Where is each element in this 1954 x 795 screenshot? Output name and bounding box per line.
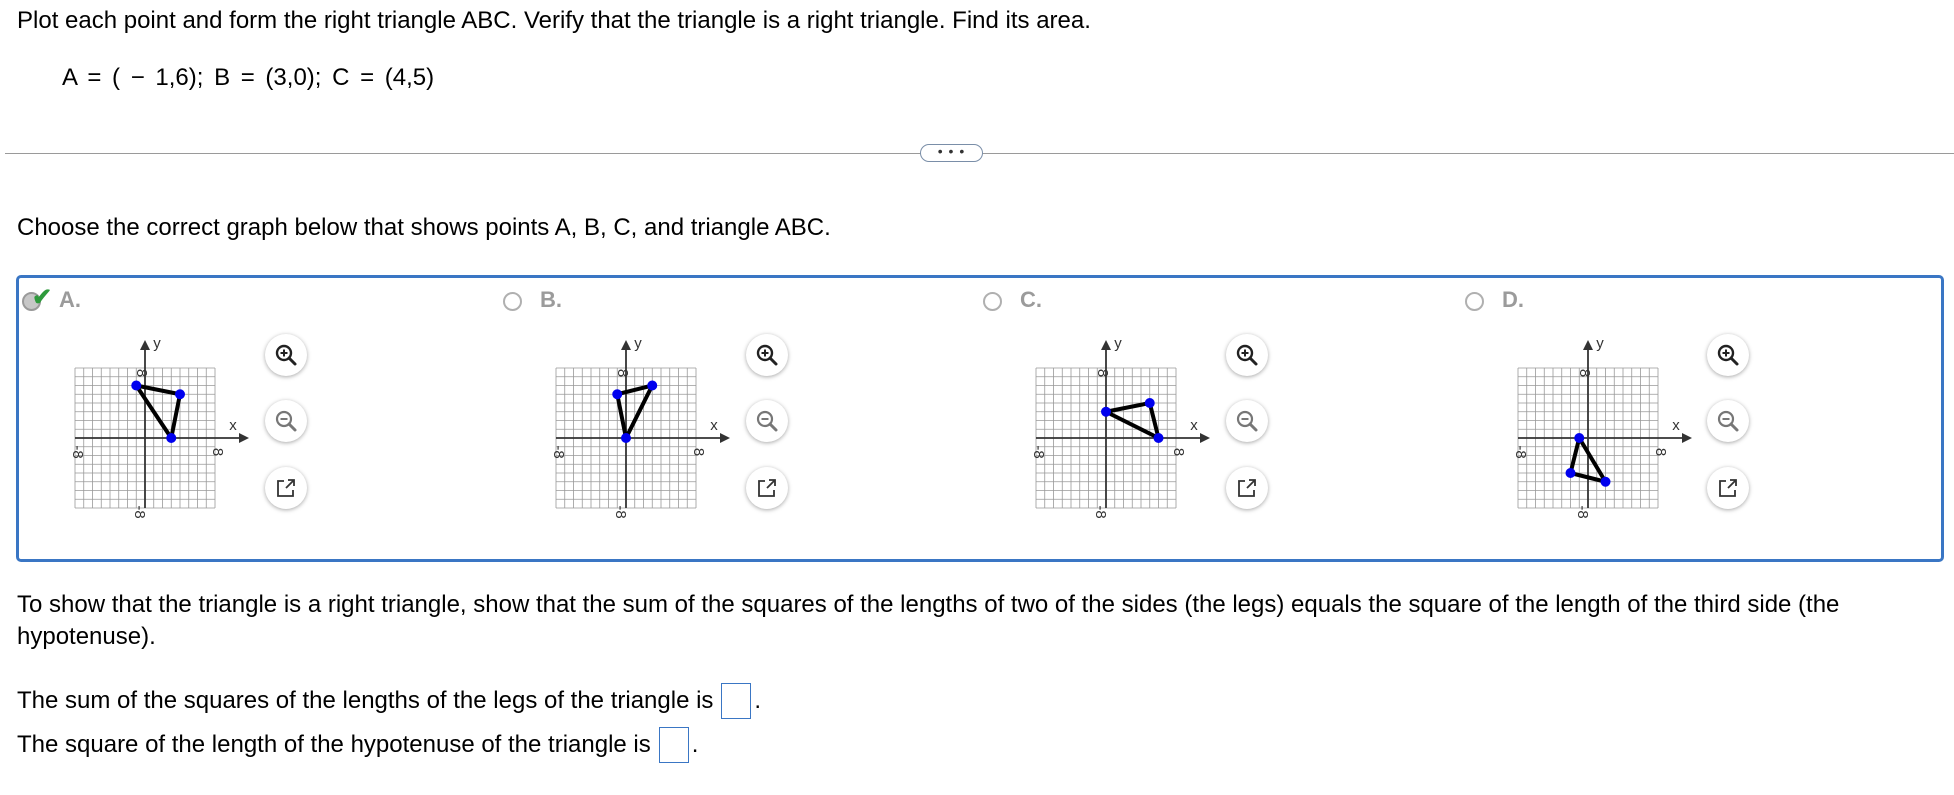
y-tick-label-pos: 8 bbox=[1094, 368, 1111, 378]
zoom-in-icon bbox=[1716, 343, 1740, 367]
correct-check-icon: ✔ bbox=[32, 284, 53, 311]
y-axis-label: y bbox=[1596, 335, 1604, 352]
choice-c-zoom-in-button[interactable] bbox=[1226, 334, 1268, 376]
x-axis-arrow-icon bbox=[239, 433, 249, 443]
choice-b-popout-button[interactable] bbox=[746, 467, 788, 509]
question-hyp-text: The square of the length of the hypotenuse of the triangle is bbox=[17, 731, 651, 758]
choice-d-graph bbox=[1508, 328, 1698, 523]
y-axis-arrow-icon bbox=[1583, 340, 1593, 350]
x-tick-label-pos: 8 bbox=[1652, 447, 1669, 457]
coordinate-plane bbox=[1508, 328, 1698, 518]
x-tick-label-pos: 8 bbox=[209, 447, 226, 457]
choice-a-popout-button[interactable] bbox=[265, 467, 307, 509]
triangle-vertex-point bbox=[175, 389, 185, 399]
explanation-text: To show that the triangle is a right triangle, show that the sum of the squares of the lengths of two of the sides (the legs) equals the square of the length of the third side (the hypotenuse). bbox=[17, 591, 1840, 650]
zoom-out-icon bbox=[1716, 409, 1740, 433]
x-axis-arrow-icon bbox=[720, 433, 730, 443]
triangle-vertex-point bbox=[1566, 468, 1576, 478]
x-axis-label: x bbox=[1190, 417, 1198, 434]
x-tick-label-neg: -8 bbox=[550, 445, 567, 459]
hypotenuse-answer-input[interactable] bbox=[659, 727, 689, 763]
y-tick-label-neg: -8 bbox=[131, 505, 148, 518]
triangle-vertex-point bbox=[1601, 477, 1611, 487]
triangle-vertex-point bbox=[166, 433, 176, 443]
x-axis-arrow-icon bbox=[1200, 433, 1210, 443]
triangle-vertex-point bbox=[1574, 433, 1584, 443]
triangle-vertex-point bbox=[131, 381, 141, 391]
choice-b-radio[interactable] bbox=[503, 292, 522, 311]
choice-a-label: A. bbox=[59, 287, 81, 312]
x-axis-arrow-icon bbox=[1682, 433, 1692, 443]
y-tick-label-pos: 8 bbox=[133, 368, 150, 378]
x-tick-label-pos: 8 bbox=[690, 447, 707, 457]
zoom-out-icon bbox=[1235, 409, 1259, 433]
triangle-vertex-point bbox=[1101, 407, 1111, 417]
expand-more-button[interactable]: • • • bbox=[920, 144, 983, 162]
coordinate-plane bbox=[65, 328, 255, 518]
coordinate-plane bbox=[1026, 328, 1216, 518]
choice-d-zoom-out-button[interactable] bbox=[1707, 400, 1749, 442]
choice-a-graph bbox=[65, 328, 255, 523]
instruction-text: Plot each point and form the right triangle ABC. Verify that the triangle is a right triangle. Find its area. bbox=[17, 7, 1091, 34]
question-hypotenuse bbox=[17, 727, 698, 763]
y-tick-label-neg: -8 bbox=[1574, 505, 1591, 518]
choice-b-label: B. bbox=[540, 287, 562, 312]
question-legs-text: The sum of the squares of the lengths of the legs of the triangle is bbox=[17, 687, 714, 714]
choice-a-zoom-out-button[interactable] bbox=[265, 400, 307, 442]
period: . bbox=[754, 687, 762, 714]
y-axis-label: y bbox=[153, 335, 161, 352]
period: . bbox=[691, 731, 699, 758]
choice-d-radio[interactable] bbox=[1465, 292, 1484, 311]
triangle-vertex-point bbox=[621, 433, 631, 443]
popout-icon bbox=[1717, 477, 1739, 499]
x-axis-label: x bbox=[710, 417, 718, 434]
choice-c-label: C. bbox=[1020, 287, 1042, 312]
choice-d-zoom-in-button[interactable] bbox=[1707, 334, 1749, 376]
y-tick-label-pos: 8 bbox=[614, 368, 631, 378]
x-tick-label-neg: -8 bbox=[69, 445, 86, 459]
coordinate-plane bbox=[546, 328, 736, 518]
legs-answer-input[interactable] bbox=[721, 683, 751, 719]
zoom-in-icon bbox=[755, 343, 779, 367]
triangle-vertex-point bbox=[612, 389, 622, 399]
choice-c-graph bbox=[1026, 328, 1216, 523]
popout-icon bbox=[275, 477, 297, 499]
y-axis-arrow-icon bbox=[621, 340, 631, 350]
choice-a-zoom-in-button[interactable] bbox=[265, 334, 307, 376]
popout-icon bbox=[756, 477, 778, 499]
y-axis-arrow-icon bbox=[140, 340, 150, 350]
x-tick-label-neg: -8 bbox=[1030, 445, 1047, 459]
y-axis-label: y bbox=[634, 335, 642, 352]
question-legs bbox=[17, 683, 761, 719]
choice-d-label: D. bbox=[1502, 287, 1524, 312]
choice-b-graph bbox=[546, 328, 736, 523]
triangle-vertex-point bbox=[647, 381, 657, 391]
y-axis-arrow-icon bbox=[1101, 340, 1111, 350]
choice-c-zoom-out-button[interactable] bbox=[1226, 400, 1268, 442]
y-tick-label-pos: 8 bbox=[1576, 368, 1593, 378]
choose-prompt: Choose the correct graph below that shows points A, B, C, and triangle ABC. bbox=[17, 214, 831, 241]
y-tick-label-neg: -8 bbox=[612, 505, 629, 518]
zoom-in-icon bbox=[1235, 343, 1259, 367]
x-axis-label: x bbox=[229, 417, 237, 434]
x-axis-label: x bbox=[1672, 417, 1680, 434]
zoom-out-icon bbox=[274, 409, 298, 433]
choice-d-popout-button[interactable] bbox=[1707, 467, 1749, 509]
y-axis-label: y bbox=[1114, 335, 1122, 352]
popout-icon bbox=[1236, 477, 1258, 499]
zoom-in-icon bbox=[274, 343, 298, 367]
choice-c-radio[interactable] bbox=[983, 292, 1002, 311]
y-tick-label-neg: -8 bbox=[1092, 505, 1109, 518]
x-tick-label-pos: 8 bbox=[1170, 447, 1187, 457]
choice-c-popout-button[interactable] bbox=[1226, 467, 1268, 509]
zoom-out-icon bbox=[755, 409, 779, 433]
points-definition: A = ( − 1,6); B = (3,0); C = (4,5) bbox=[62, 64, 435, 91]
x-tick-label-neg: -8 bbox=[1512, 445, 1529, 459]
choice-b-zoom-in-button[interactable] bbox=[746, 334, 788, 376]
triangle-vertex-point bbox=[1154, 433, 1164, 443]
choice-b-zoom-out-button[interactable] bbox=[746, 400, 788, 442]
triangle-vertex-point bbox=[1145, 398, 1155, 408]
